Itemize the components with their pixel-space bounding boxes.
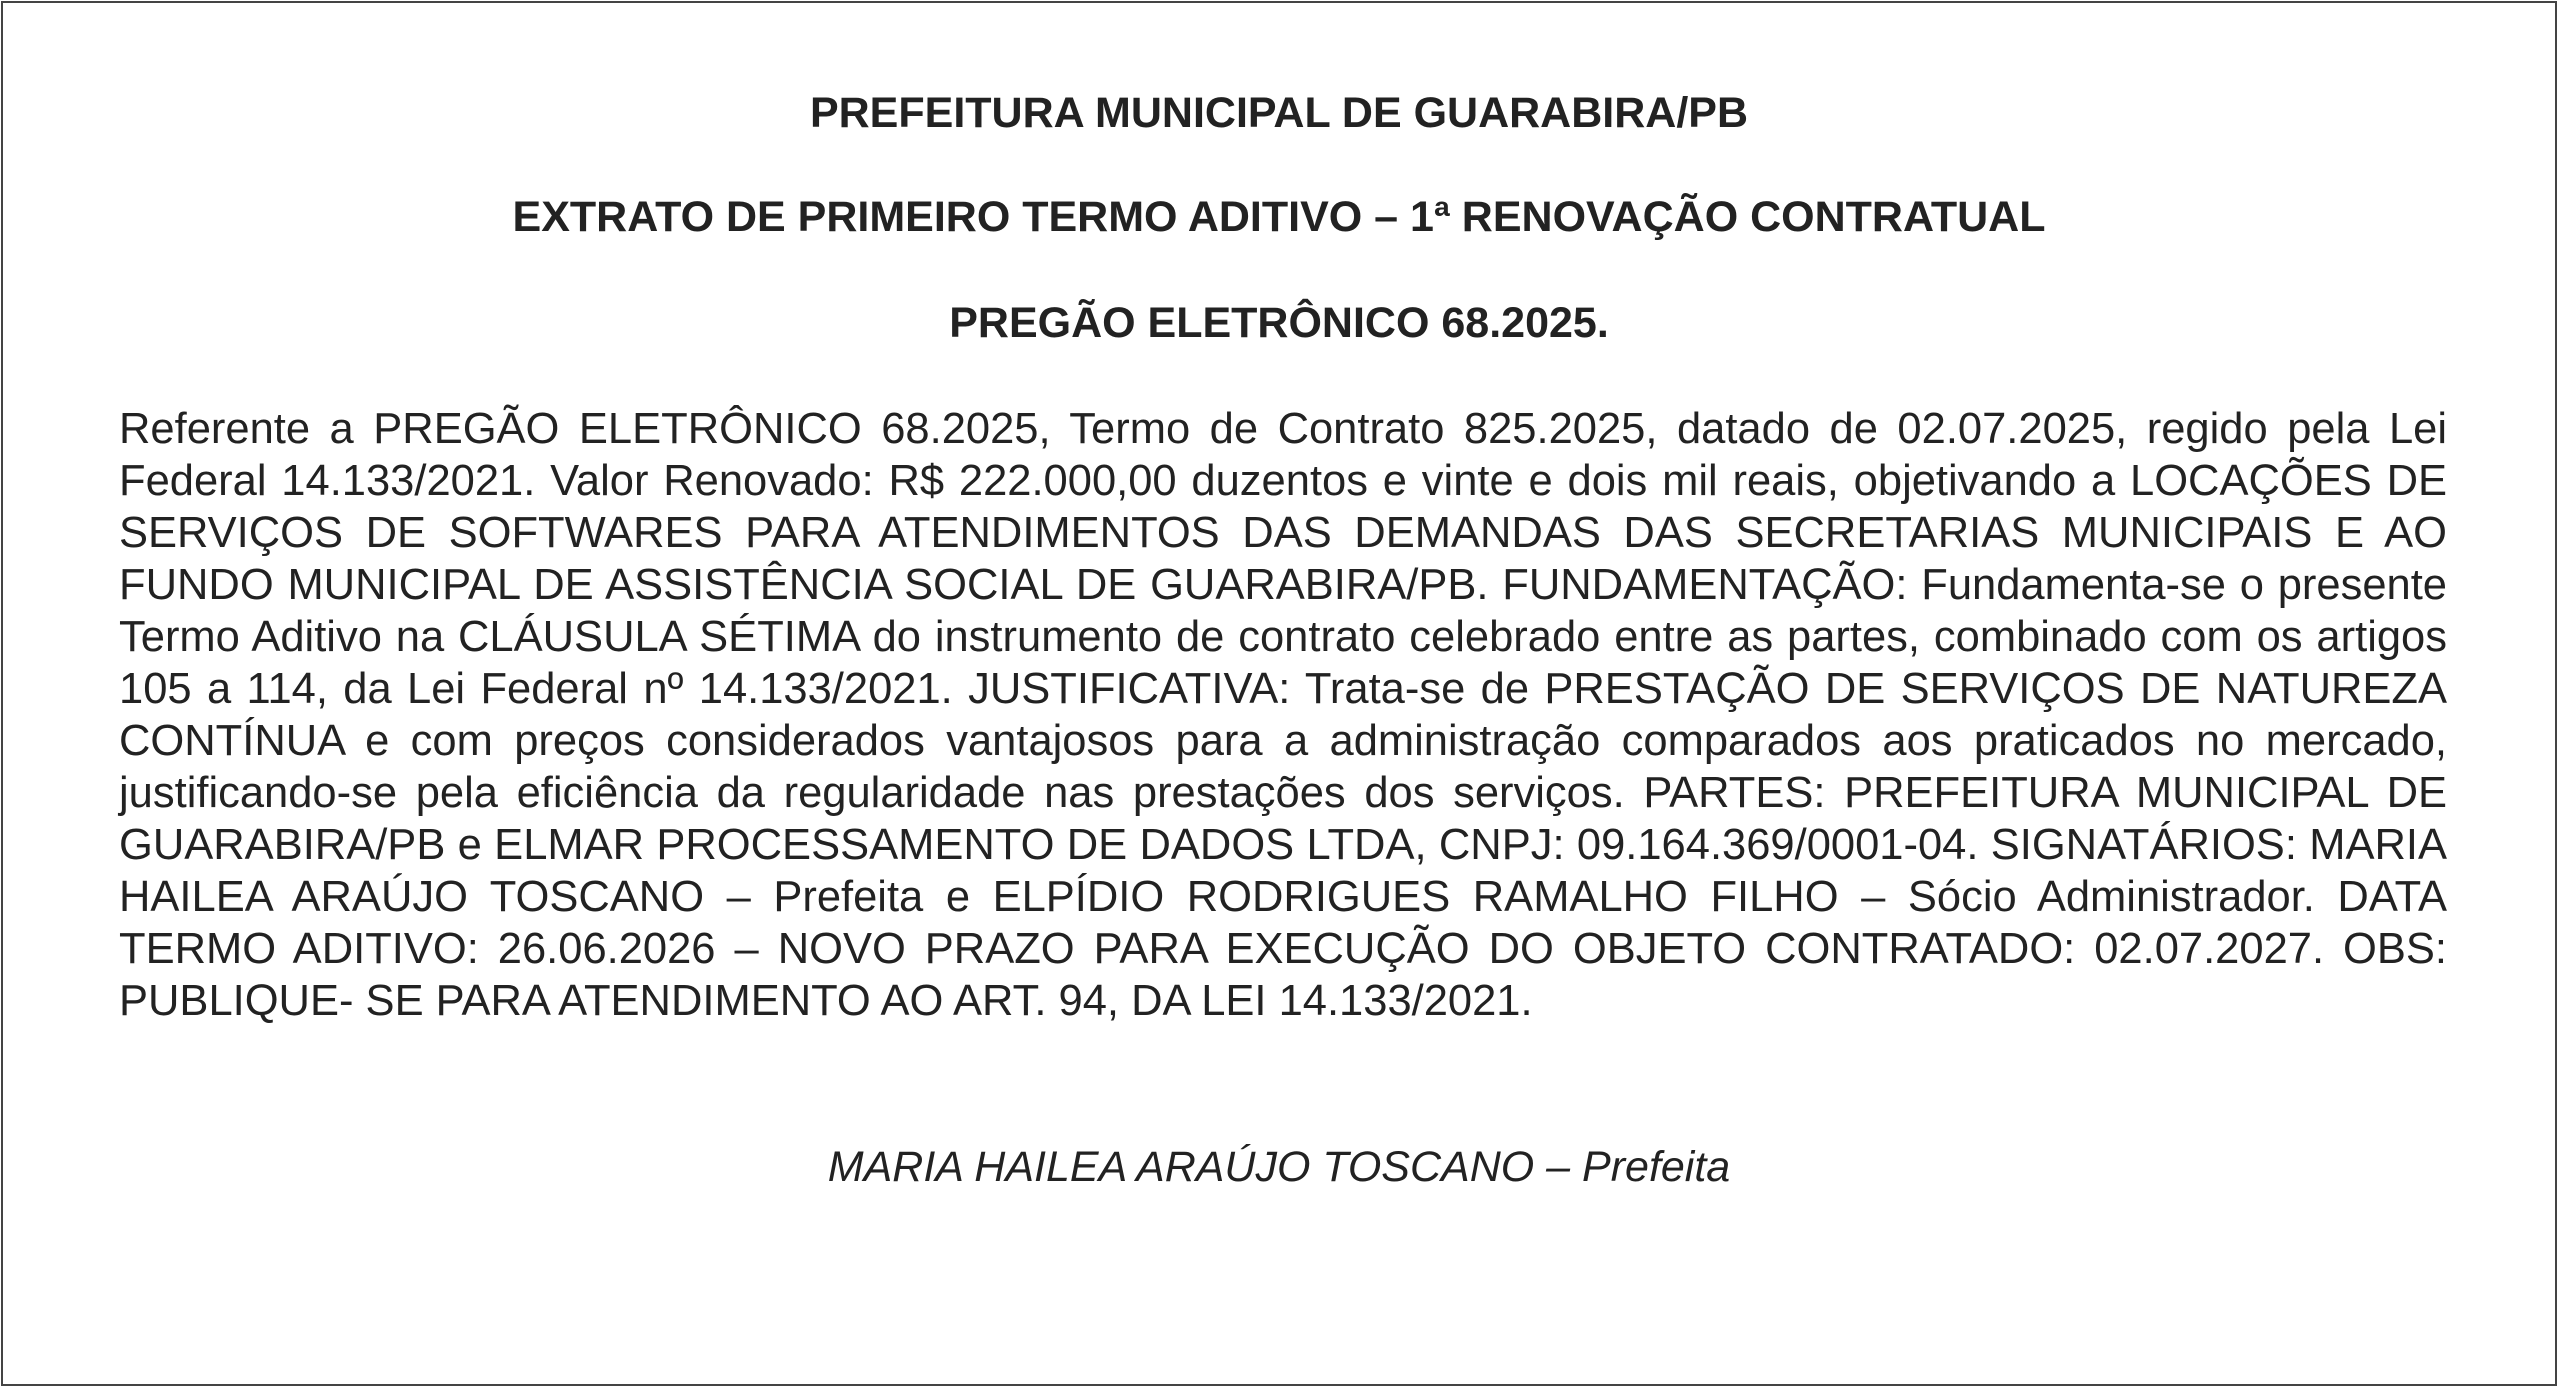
- document-frame: [1, 1, 2557, 1386]
- procurement-reference: PREGÃO ELETRÔNICO 68.2025.: [949, 299, 1609, 347]
- issuer-title: PREFEITURA MUNICIPAL DE GUARABIRA/PB: [809, 89, 1749, 137]
- document-title: EXTRATO DE PRIMEIRO TERMO ADITIVO – 1ª RENOVAÇÃO CONTRATUAL: [512, 193, 2046, 241]
- signature-line: MARIA HAILEA ARAÚJO TOSCANO – Prefeita: [827, 1143, 1731, 1191]
- body-paragraph: Referente a PREGÃO ELETRÔNICO 68.2025, Termo de Contrato 825.2025, datado de 02.07.2025, regido pela Lei Federal 14.133/2021. Valor Renovado: R$ 222.000,00 duzentos e vinte e dois mil reais, objetivando a LOCAÇÕES DE SERVIÇOS DE SOFTWARES PARA ATENDIMENTOS DAS DEMANDAS DAS SECRETARIAS MUNICIPAIS E AO FUNDO MUNICIPAL DE ASSISTÊNCIA SOCIAL DE GUARABIRA/PB. FUNDAMENTAÇÃO: Fundamenta-se o presente Termo Aditivo na CLÁUSULA SÉTIMA do instrumento de contrato celebrado entre as partes, combinado com os artigos 105 a 114, da Lei Federal nº 14.133/2021. JUSTIFICATIVA: Trata-se de PRESTAÇÃO DE SERVIÇOS DE NATUREZA CONTÍNUA e com preços considerados vantajosos para a administração comparados aos praticados no mercado, justificando-se pela eficiência da regularidade nas prestações dos serviços. PARTES: PREFEITURA MUNICIPAL DE GUARABIRA/PB e ELMAR PROCESSAMENTO DE DADOS LTDA, CNPJ: 09.164.369/0001-04. SIGNATÁRIOS: MARIA HAILEA ARAÚJO TOSCANO – Prefeita e ELPÍDIO RODRIGUES RAMALHO FILHO – Sócio Administrador. DATA TERMO ADITIVO: 26.06.2026 – NOVO PRAZO PARA EXECUÇÃO DO OBJETO CONTRATADO: 02.07.2027. OBS: PUBLIQUE- SE PARA ATENDIMENTO AO ART. 94, DA LEI 14.133/2021.: [119, 405, 2447, 1025]
